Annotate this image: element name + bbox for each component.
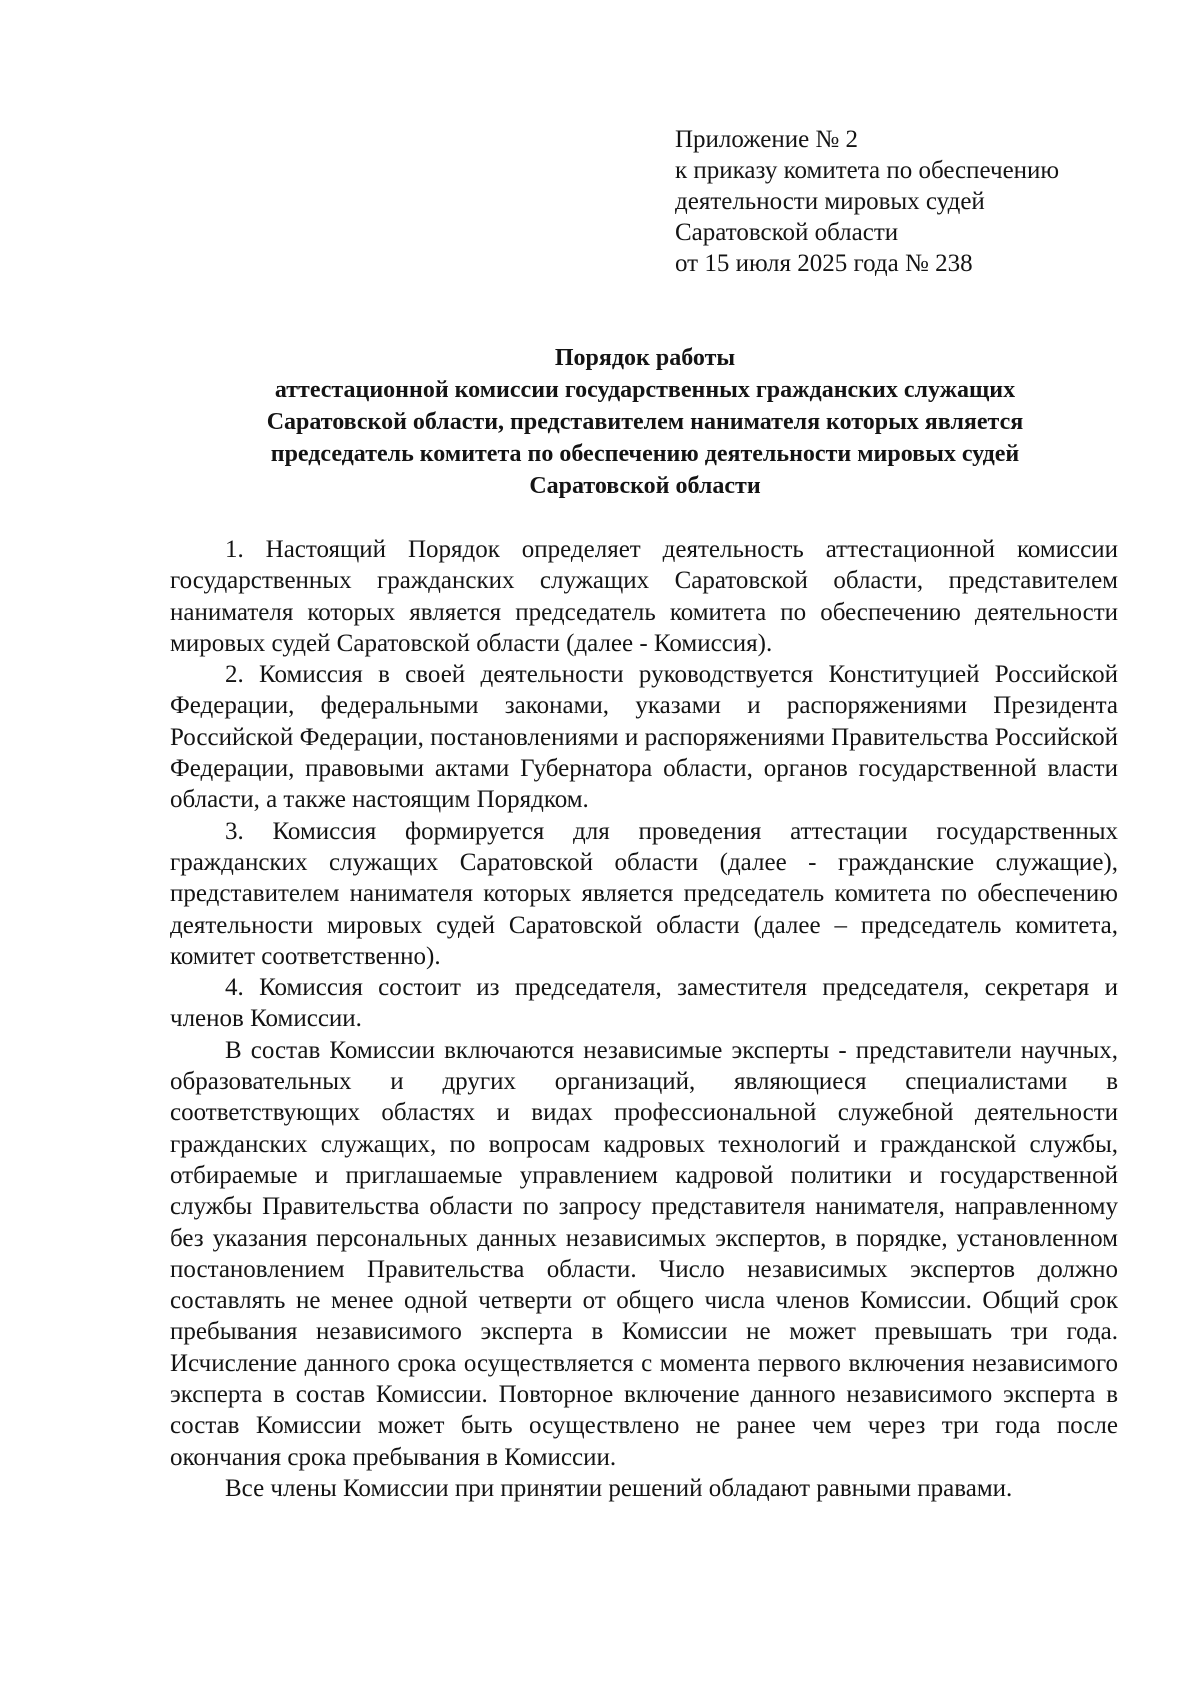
annex-order-reference: к приказу комитета по обеспечению [675, 157, 1060, 184]
title-line-2: аттестационной комиссии государственных гражданских служащих [274, 377, 1016, 403]
annex-region: Саратовской области [675, 219, 899, 246]
title-line-5: Саратовской области [529, 473, 761, 499]
annex-order-date: от 15 июля 2025 года № 238 [675, 250, 973, 277]
title-line-3: Саратовской области, представителем нанимателя которых является [266, 409, 1024, 435]
paragraph-5: В состав Комиссии включаются независимые эксперты - представители научных, образовательных и других организаций, являющиеся специалистами в соответствующих областях и видах профессиональной служебной деятельности гражданских служащих, по вопросам кадровых технологий и гражданской службы, отбираемые и приглашаемые управлением кадровой политики и государственной службы Правительства области по запросу представителя нанимателя, направленному без указания персональных данных независимых экспертов, в порядке, установленном постановлением Правительства области. Число независимых экспертов должно составлять не менее одной четверти от общего числа членов Комиссии. Общий срок пребывания независимого эксперта в Комиссии не может превышать три года. Исчисление данного срока осуществляется с момента первого включения независимого эксперта в состав Комиссии. Повторное включение данного независимого эксперта в состав Комиссии может быть осуществлено не ранее чем через три года после окончания срока пребывания в Комиссии. [170, 1036, 1118, 1471]
document-title [170, 342, 1120, 502]
paragraph-6: Все члены Комиссии при принятии решений обладают равными правами. [225, 1474, 1013, 1502]
title-line-1: Порядок работы [554, 345, 736, 371]
annex-header [675, 124, 1155, 279]
paragraph-2: 2. Комиссия в своей деятельности руководствуется Конституцией Российской Федерации, федеральными законами, указами и распоряжениями Президента Российской Федерации, постановлениями и распоряжениями Правительства Российской Федерации, правовыми актами Губернатора области, органов государственной власти области, а также настоящим Порядком. [170, 661, 1118, 814]
annex-number: Приложение № 2 [675, 126, 859, 153]
paragraph-4: 4. Комиссия состоит из председателя, заместителя председателя, секретаря и членов Комиссии. [170, 974, 1118, 1033]
paragraph-1: 1. Настоящий Порядок определяет деятельность аттестационной комиссии государственных гражданских служащих Саратовской области, представителем нанимателя которых является председатель комитета по обеспечению деятельности мировых судей Саратовской области (далее - Комиссия). [170, 536, 1118, 657]
annex-committee-name: деятельности мировых судей [675, 188, 985, 215]
document-body [170, 534, 1118, 1504]
title-line-4: председатель комитета по обеспечению деятельности мировых судей [270, 441, 1020, 467]
paragraph-3: 3. Комиссия формируется для проведения аттестации государственных гражданских служащих Саратовской области (далее - гражданские служащие), представителем нанимателя которых является председатель комитета по обеспечению деятельности мировых судей Саратовской области (далее – председатель комитета, комитет соответственно). [170, 817, 1118, 970]
